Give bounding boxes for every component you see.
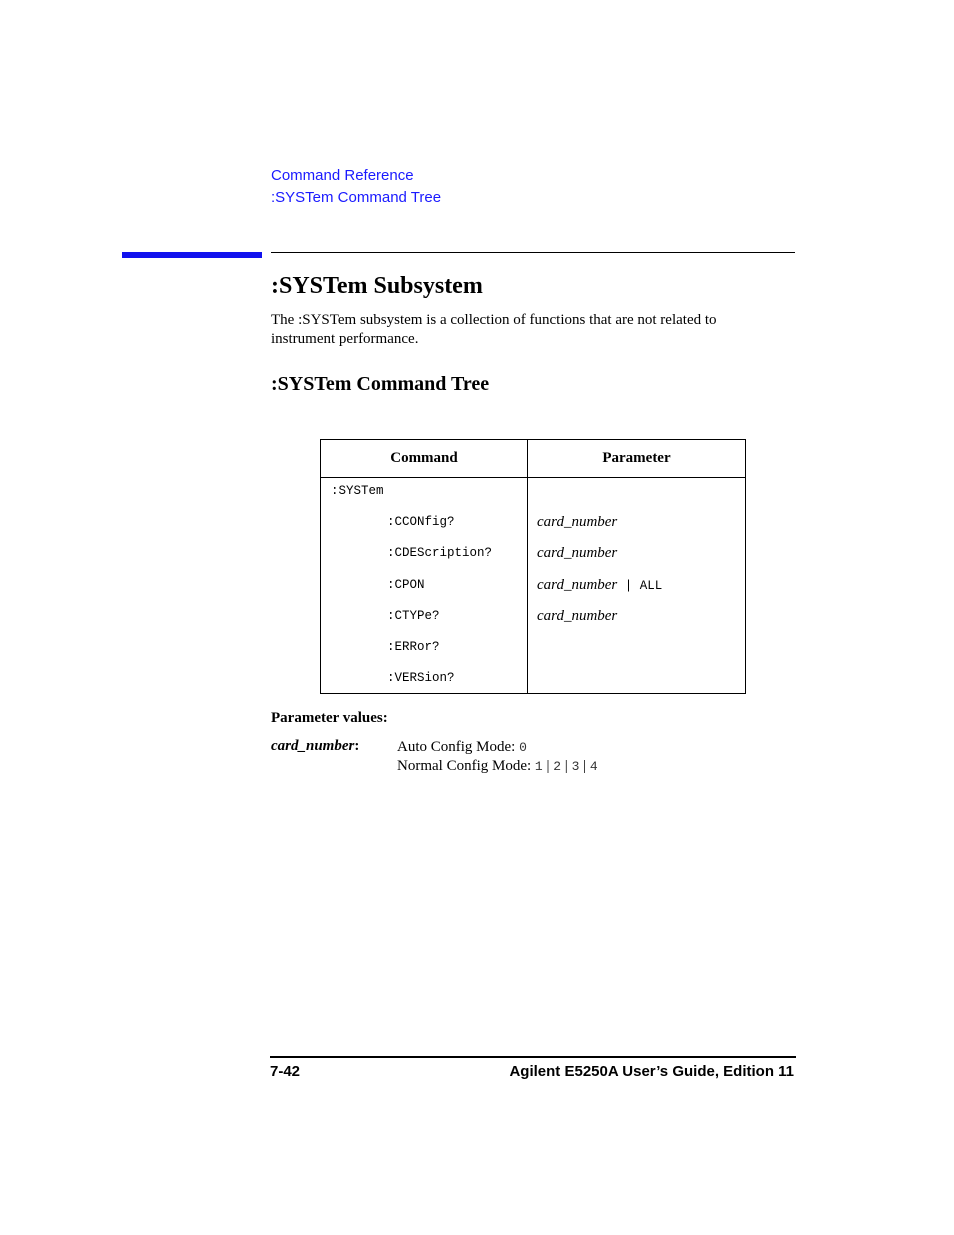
column-header-parameter: Parameter — [528, 440, 746, 478]
page-number: 7-42 — [270, 1063, 301, 1080]
parameter-all-option: | ALL — [617, 578, 663, 593]
parameter-item — [528, 640, 745, 671]
table-row — [321, 478, 746, 694]
command-item: :ERRor? — [387, 639, 440, 654]
breadcrumb-chapter-link[interactable]: Command Reference — [271, 167, 414, 184]
column-header-command: Command — [321, 440, 528, 478]
footer-divider — [270, 1056, 796, 1058]
section-title: :SYSTem Command Tree — [271, 373, 490, 395]
document-title: Agilent E5250A User’s Guide, Edition 11 — [509, 1063, 794, 1080]
parameter-item: card_number — [537, 545, 618, 562]
breadcrumb-section-link[interactable]: :SYSTem Command Tree — [271, 189, 442, 206]
parameter-item: card_number | ALL — [537, 576, 663, 593]
parameter-values-title: Parameter values: — [271, 710, 388, 726]
section-divider — [271, 252, 795, 253]
parameter-item — [528, 671, 745, 685]
auto-config-line: Auto Config Mode: 0 — [397, 739, 527, 755]
parameter-cell — [528, 478, 746, 694]
command-item: :VERSion? — [387, 671, 455, 686]
command-item: :CCONfig? — [387, 515, 455, 530]
command-item: :CPON — [387, 577, 425, 592]
table-header-row — [321, 440, 746, 478]
normal-config-line: Normal Config Mode: 1 | 2 | 3 | 4 — [397, 758, 598, 774]
page-title: :SYSTem Subsystem — [271, 273, 483, 299]
parameter-term: card_number: — [271, 738, 360, 754]
command-cell — [321, 478, 528, 694]
root-command: :SYSTem — [331, 484, 384, 498]
command-item: :CTYPe? — [387, 608, 440, 623]
command-tree-table — [320, 439, 746, 694]
parameter-blank — [528, 484, 745, 515]
parameter-item: card_number — [537, 514, 618, 531]
parameter-description — [397, 738, 598, 776]
intro-paragraph: The :SYSTem subsystem is a collection of functions that are not related to instrument performance. — [271, 312, 717, 347]
parameter-item: card_number — [537, 607, 618, 624]
section-accent-bar — [122, 252, 262, 258]
command-item: :CDEScription? — [387, 546, 493, 561]
breadcrumb — [271, 165, 441, 209]
